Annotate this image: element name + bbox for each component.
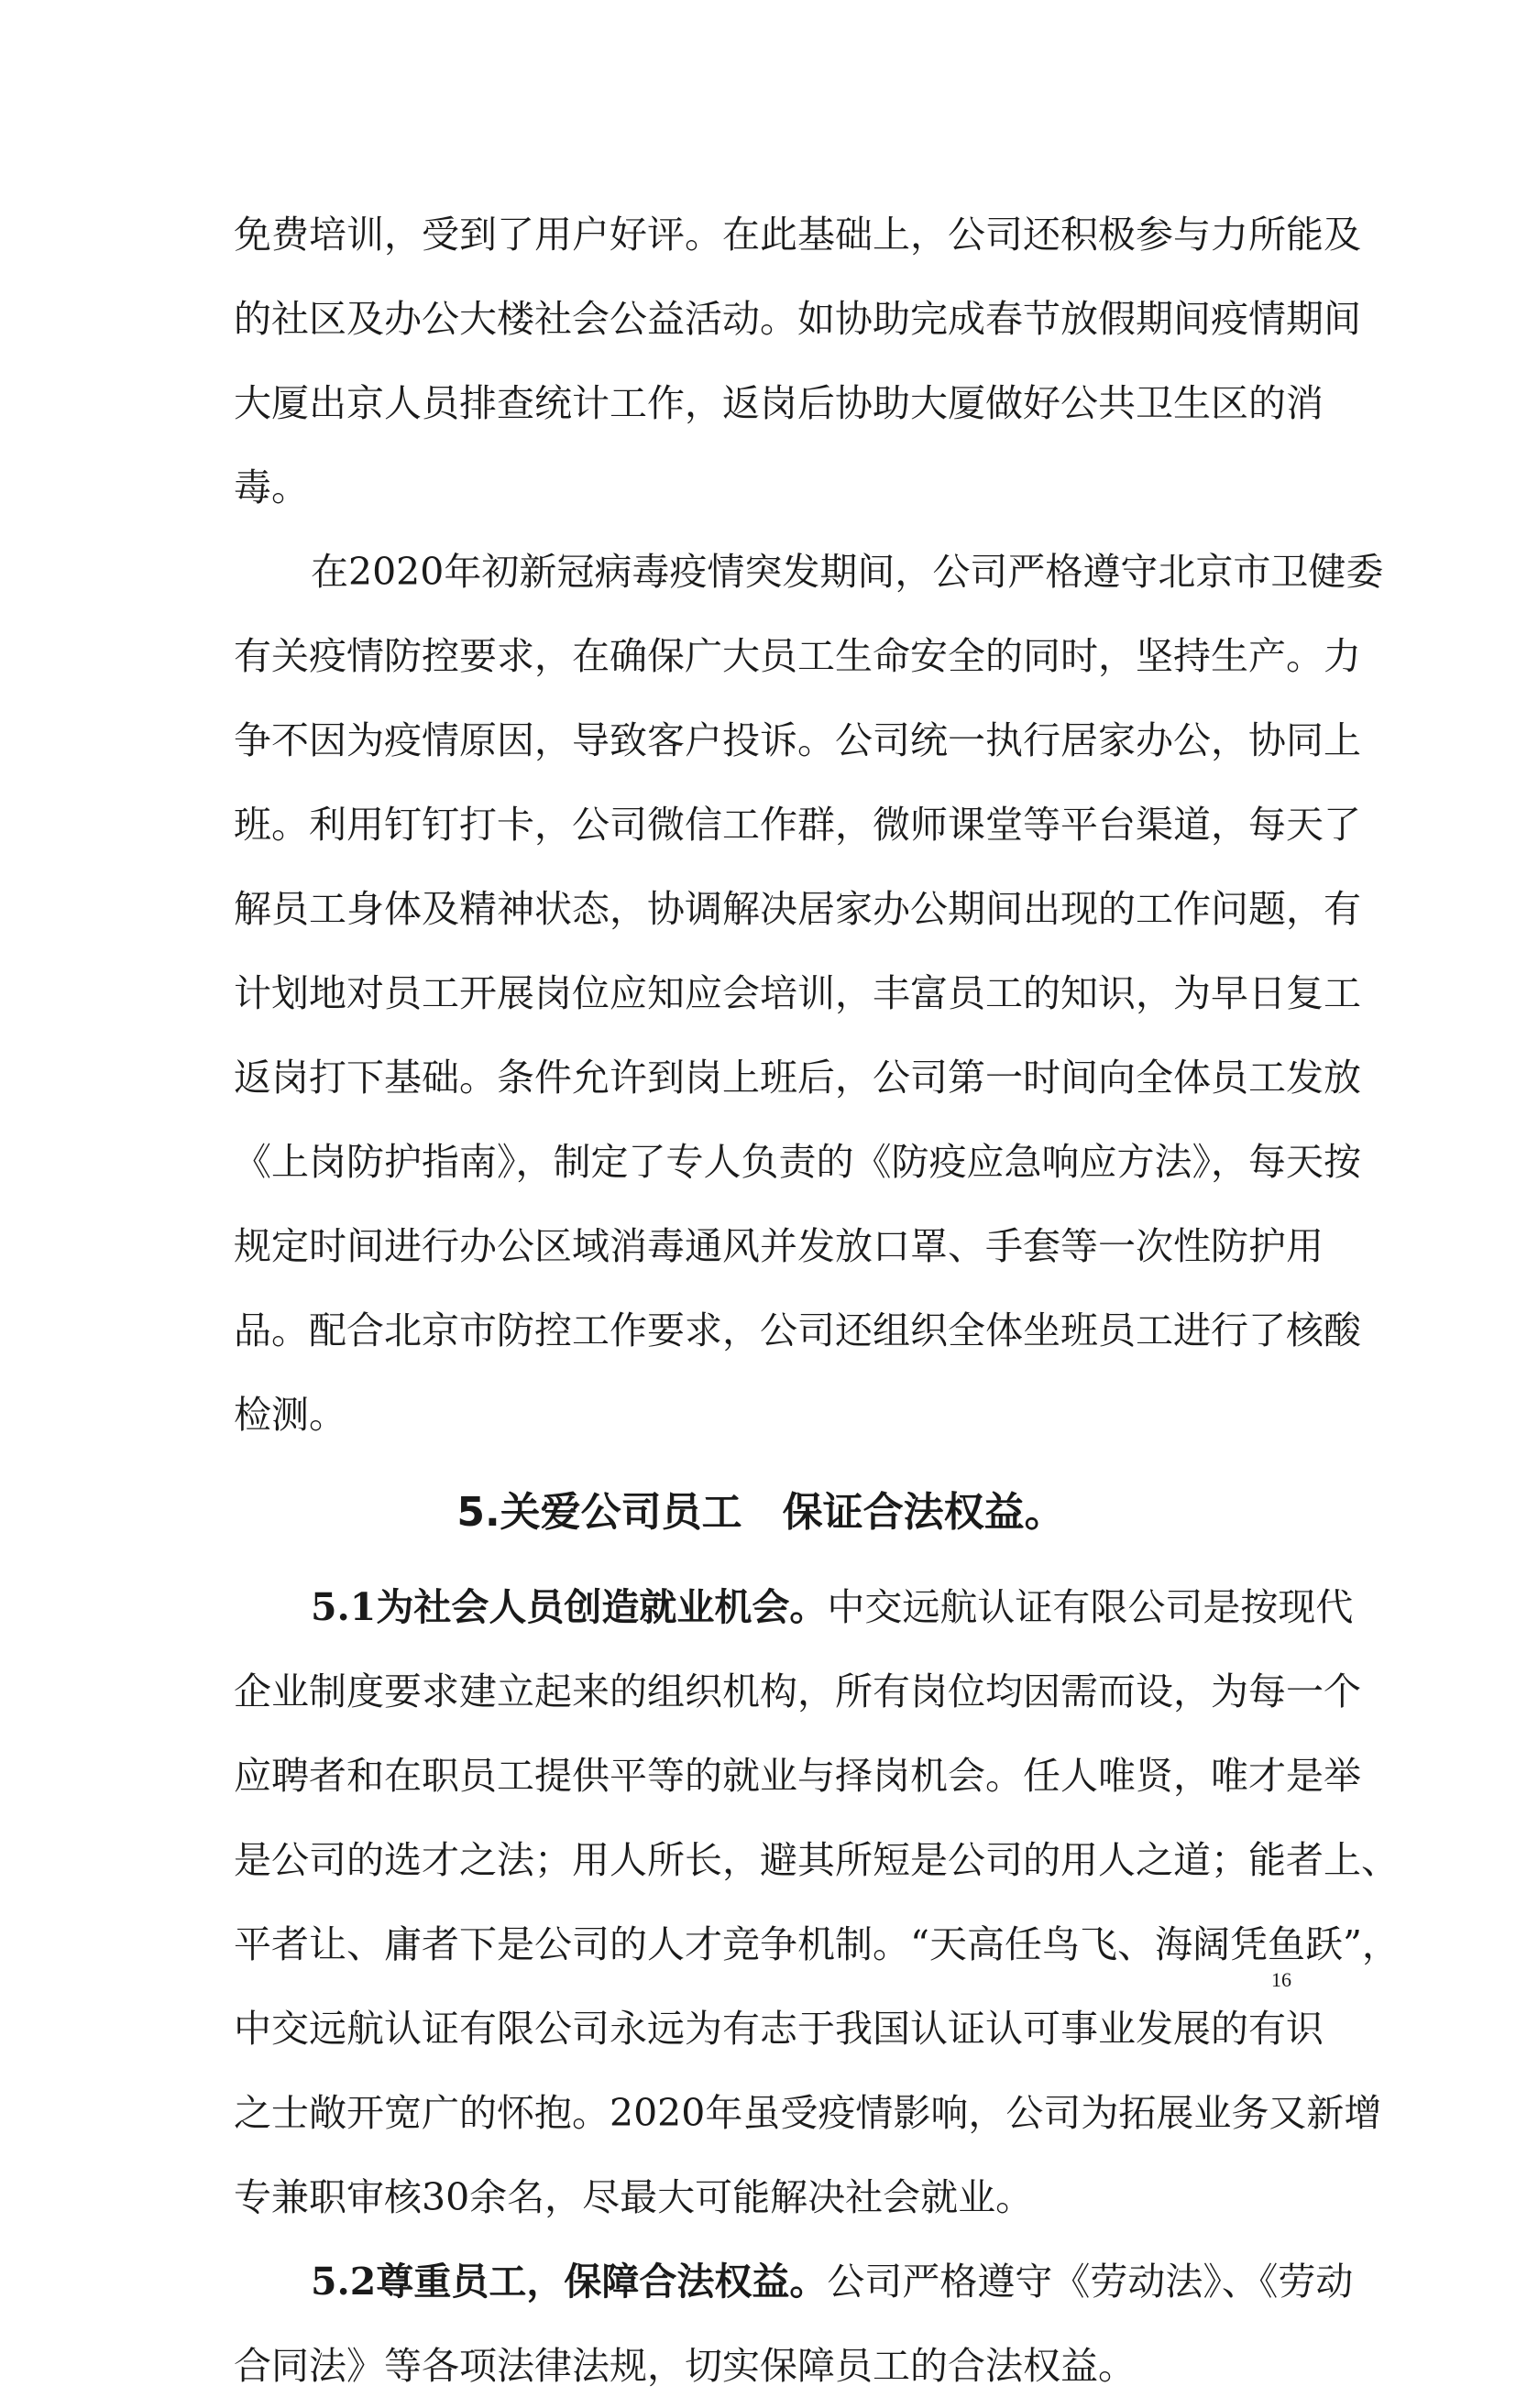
text-line [234,1565,1354,1649]
text-line: 计划地对员工开展岗位应知应会培训，丰富员工的知识，为早日复工 [234,971,1361,1015]
text-line: 《上岗防护指南》，制定了专人负责的《防疫应急响应方法》，每天按 [234,1140,1361,1184]
paragraph-community-service [234,192,1361,530]
text-line: 在2020年初新冠病毒疫情突发期间，公司严格遵守北京市卫健委 [311,550,1384,594]
text-line: 应聘者和在职员工提供平等的就业与择岗机会。任人唯贤，唯才是举 [234,1754,1361,1798]
text-line: 平者让、庸者下是公司的人才竞争机制。“天高任鸟飞、海阔凭鱼跃”， [234,1922,1400,1966]
subsection-lead: 5.1为社会人员创造就业机会。 [311,1585,828,1629]
page-number: 16 [1271,1968,1291,1991]
text-line: 合同法》等各项法律法规，切实保障员工的合法权益。 [234,2344,1136,2388]
text-line: 品。配合北京市防控工作要求，公司还组织全体坐班员工进行了核酸 [234,1308,1361,1352]
text-line: 班。利用钉钉打卡，公司微信工作群，微师课堂等平台渠道，每天了 [234,803,1361,847]
text-line: 是公司的选才之法；用人所长，避其所短是公司的用人之道；能者上、 [234,1838,1399,1882]
text-line: 毒。 [234,465,309,509]
page-body [234,192,1400,2408]
text-line: 检测。 [234,1393,346,1437]
text-line: 有关疫情防控要求，在确保广大员工生命安全的同时，坚持生产。力 [234,634,1361,678]
paragraph-employment-opportunities [234,1565,1400,2239]
text-line: 免费培训，受到了用户好评。在此基础上，公司还积极参与力所能及 [234,213,1361,257]
text-line [234,2239,1354,2324]
paragraph-employee-rights [234,2239,1354,2408]
text-run: 公司严格遵守《劳动法》、《劳动 [827,2260,1354,2304]
text-line: 之士敞开宽广的怀抱。2020年虽受疫情影响，公司为拓展业务又新增 [234,2091,1382,2135]
paragraph-epidemic-response [234,530,1384,1457]
text-line: 解员工身体及精神状态，协调解决居家办公期间出现的工作问题，有 [234,887,1361,931]
text-line: 企业制度要求建立起来的组织机构，所有岗位均因需而设，为每一个 [234,1669,1361,1713]
text-run: 中交远航认证有限公司是按现代 [827,1585,1354,1629]
text-line: 专兼职审核30余名，尽最大可能解决社会就业。 [234,2175,1034,2219]
text-line: 争不因为疫情原因，导致客户投诉。公司统一执行居家办公，协同上 [234,718,1361,762]
text-line: 的社区及办公大楼社会公益活动。如协助完成春节放假期间疫情期间 [234,297,1361,341]
subsection-lead: 5.2尊重员工，保障合法权益。 [311,2260,828,2304]
text-line: 返岗打下基础。条件允许到岗上班后，公司第一时间向全体员工发放 [234,1056,1361,1100]
section-heading: 5.关爱公司员工 保证合法权益。 [456,1489,1065,1536]
text-line: 大厦出京人员排查统计工作，返岗后协助大厦做好公共卫生区的消 [234,381,1324,425]
text-line: 中交远航认证有限公司永远为有志于我国认证认可事业发展的有识 [234,2007,1324,2051]
text-line: 规定时间进行办公区域消毒通风并发放口罩、手套等一次性防护用 [234,1224,1324,1268]
